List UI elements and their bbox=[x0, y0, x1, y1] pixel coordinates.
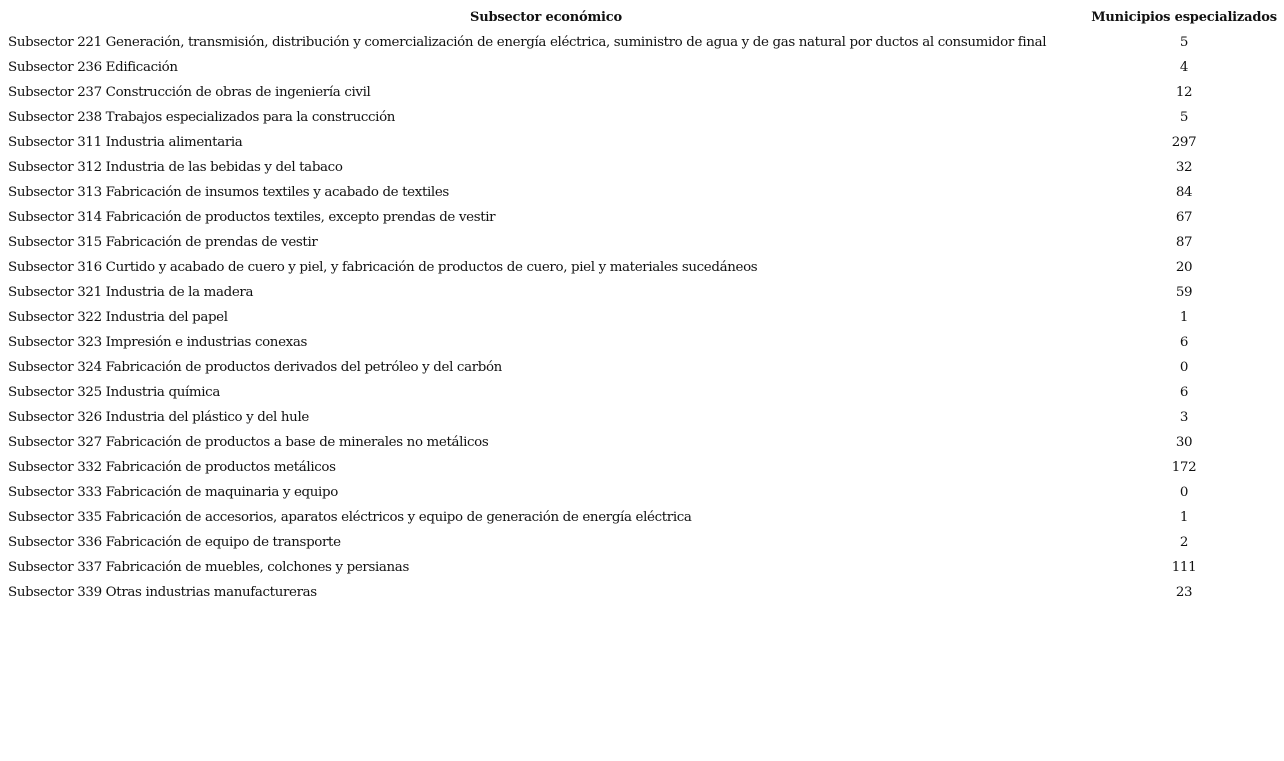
municipios-count-cell: 5 bbox=[1179, 110, 1189, 125]
table-row bbox=[8, 255, 1280, 280]
subsector-cell: Subsector 313 Fabricación de insumos textiles y acabado de textiles bbox=[8, 185, 449, 200]
subsector-cell: Subsector 315 Fabricación de prendas de vestir bbox=[8, 235, 318, 250]
table-row bbox=[8, 55, 1280, 80]
table-row bbox=[8, 430, 1280, 455]
municipios-count-cell: 84 bbox=[1175, 185, 1193, 200]
table-row bbox=[8, 30, 1280, 55]
table-row bbox=[8, 530, 1280, 555]
subsector-cell: Subsector 332 Fabricación de productos metálicos bbox=[8, 460, 336, 475]
subsector-cell: Subsector 326 Industria del plástico y del hule bbox=[8, 410, 309, 425]
table-row bbox=[8, 205, 1280, 230]
municipios-count-cell: 172 bbox=[1171, 460, 1197, 475]
table-row bbox=[8, 455, 1280, 480]
municipios-count-cell: 32 bbox=[1175, 160, 1193, 175]
municipios-count-cell: 6 bbox=[1179, 385, 1189, 400]
municipios-count-cell: 0 bbox=[1179, 360, 1189, 375]
table-row bbox=[8, 505, 1280, 530]
subsector-table bbox=[4, 5, 1284, 605]
subsector-cell: Subsector 325 Industria química bbox=[8, 385, 220, 400]
subsector-cell: Subsector 322 Industria del papel bbox=[8, 310, 228, 325]
table-row bbox=[8, 280, 1280, 305]
subsector-cell: Subsector 321 Industria de la madera bbox=[8, 285, 254, 300]
table-row bbox=[8, 305, 1280, 330]
municipios-count-cell: 12 bbox=[1175, 85, 1193, 100]
table-row bbox=[8, 80, 1280, 105]
table-row bbox=[8, 330, 1280, 355]
table-row bbox=[8, 230, 1280, 255]
subsector-cell: Subsector 323 Impresión e industrias conexas bbox=[8, 335, 308, 350]
municipios-count-cell: 6 bbox=[1179, 335, 1189, 350]
subsector-cell: Subsector 324 Fabricación de productos derivados del petróleo y del carbón bbox=[8, 360, 502, 375]
subsector-cell: Subsector 312 Industria de las bebidas y del tabaco bbox=[8, 160, 343, 175]
table-row bbox=[8, 380, 1280, 405]
subsector-cell: Subsector 236 Edificación bbox=[8, 60, 178, 75]
subsector-cell: Subsector 316 Curtido y acabado de cuero y piel, y fabricación de productos de cuero, piel y materiales sucedáneos bbox=[8, 260, 758, 275]
subsector-cell: Subsector 333 Fabricación de maquinaria y equipo bbox=[8, 485, 338, 500]
column-header-subsector: Subsector económico bbox=[470, 10, 622, 25]
table-row bbox=[8, 355, 1280, 380]
column-header-municipios: Municipios especializados bbox=[1091, 10, 1277, 25]
table-row bbox=[8, 180, 1280, 205]
municipios-count-cell: 2 bbox=[1179, 535, 1189, 550]
municipios-count-cell: 297 bbox=[1171, 135, 1197, 150]
municipios-count-cell: 23 bbox=[1175, 585, 1193, 600]
subsector-cell: Subsector 339 Otras industrias manufactureras bbox=[8, 585, 317, 600]
municipios-count-cell: 111 bbox=[1171, 560, 1197, 575]
table-row bbox=[8, 555, 1280, 580]
subsector-cell: Subsector 311 Industria alimentaria bbox=[8, 135, 243, 150]
table-header-row bbox=[8, 5, 1280, 30]
subsector-cell: Subsector 237 Construcción de obras de ingeniería civil bbox=[8, 85, 371, 100]
subsector-cell: Subsector 221 Generación, transmisión, distribución y comercialización de energía eléctrica, suministro de agua y de gas natural por ductos al consumidor final bbox=[8, 35, 1047, 50]
municipios-count-cell: 67 bbox=[1175, 210, 1193, 225]
municipios-count-cell: 1 bbox=[1179, 310, 1189, 325]
table-row bbox=[8, 130, 1280, 155]
municipios-count-cell: 87 bbox=[1175, 235, 1193, 250]
municipios-count-cell: 0 bbox=[1179, 485, 1189, 500]
table-row bbox=[8, 105, 1280, 130]
subsector-cell: Subsector 314 Fabricación de productos textiles, excepto prendas de vestir bbox=[8, 210, 496, 225]
table-body bbox=[8, 30, 1280, 605]
subsector-cell: Subsector 335 Fabricación de accesorios, aparatos eléctricos y equipo de generación de energía eléctrica bbox=[8, 510, 692, 525]
municipios-count-cell: 59 bbox=[1175, 285, 1193, 300]
subsector-table-container bbox=[4, 5, 1280, 605]
table-row bbox=[8, 580, 1280, 605]
subsector-cell: Subsector 337 Fabricación de muebles, colchones y persianas bbox=[8, 560, 409, 575]
municipios-count-cell: 4 bbox=[1179, 60, 1189, 75]
subsector-cell: Subsector 327 Fabricación de productos a base de minerales no metálicos bbox=[8, 435, 489, 450]
table-row bbox=[8, 405, 1280, 430]
municipios-count-cell: 30 bbox=[1175, 435, 1193, 450]
municipios-count-cell: 3 bbox=[1179, 410, 1189, 425]
municipios-count-cell: 20 bbox=[1175, 260, 1193, 275]
subsector-cell: Subsector 336 Fabricación de equipo de transporte bbox=[8, 535, 341, 550]
table-row bbox=[8, 155, 1280, 180]
municipios-count-cell: 5 bbox=[1179, 35, 1189, 50]
table-row bbox=[8, 480, 1280, 505]
subsector-cell: Subsector 238 Trabajos especializados para la construcción bbox=[8, 110, 396, 125]
municipios-count-cell: 1 bbox=[1179, 510, 1189, 525]
